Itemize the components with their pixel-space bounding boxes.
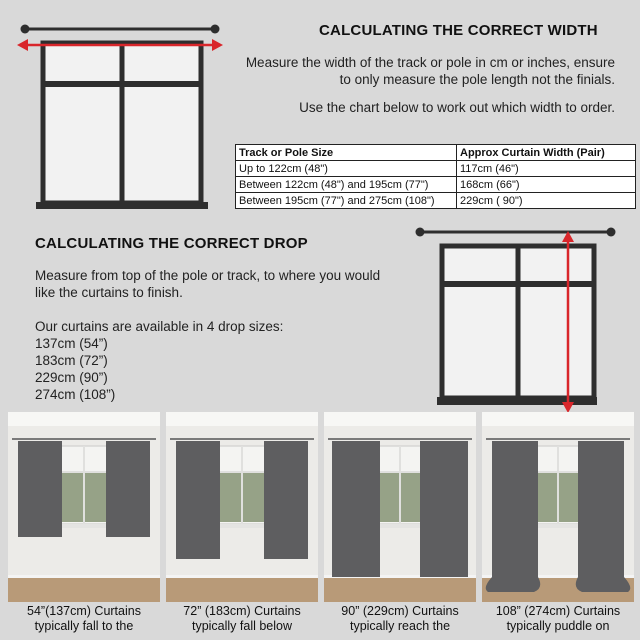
wooden-floor <box>8 577 160 602</box>
drop-instructions <box>35 267 415 301</box>
drop-size-item: 183cm (72”) <box>35 353 108 368</box>
left-curtain <box>332 441 380 577</box>
caption-line: typically reach the <box>349 619 451 633</box>
caption-line: 72” (183cm) Curtains <box>183 604 301 618</box>
drop-window-diagram <box>410 220 640 415</box>
caption-line: typically fall below <box>191 619 293 633</box>
table-header-pole-size: Track or Pole Size <box>236 145 457 161</box>
table-row <box>236 161 636 177</box>
left-curtain <box>176 441 220 559</box>
right-curtain <box>264 441 308 559</box>
table-cell: Up to 122cm (48") <box>236 161 457 177</box>
pole-finial-left <box>416 228 425 237</box>
width-arrow-right-head <box>212 39 223 51</box>
caption-line: 54”(137cm) Curtains <box>27 604 141 618</box>
table-header-curtain-width: Approx Curtain Width (Pair) <box>457 145 636 161</box>
width-window-diagram <box>0 0 240 215</box>
table-cell: Between 195cm (77") and 275cm (108") <box>236 193 457 209</box>
table-cell: 117cm (46") <box>457 161 636 177</box>
pole-finial-right <box>211 25 220 34</box>
caption-90 <box>320 604 480 634</box>
pole-finial-right <box>607 228 616 237</box>
drop-sizes-intro: Our curtains are available in 4 drop sizes: <box>35 319 284 334</box>
curtain-photo-54 <box>8 412 160 602</box>
caption-line: 90” (229cm) Curtains <box>341 604 459 618</box>
drop-instructions-line1: Measure from top of the pole or track, to where you would <box>35 268 381 283</box>
pole-finial-left <box>21 25 30 34</box>
width-arrow-left-head <box>17 39 28 51</box>
table-row <box>236 177 636 193</box>
size-table-header-row <box>236 145 636 161</box>
chart-instruction: Use the chart below to work out which width to order. <box>299 100 615 115</box>
caption-54 <box>4 604 164 634</box>
left-curtain <box>18 441 62 537</box>
caption-line: typically puddle on <box>506 619 610 633</box>
caption-108 <box>478 604 638 634</box>
drop-sizes-list <box>35 318 415 403</box>
curtain-photo-108 <box>482 412 634 602</box>
width-instructions-line2: to only measure the pole length not the finials. <box>339 72 615 87</box>
drop-section-title: CALCULATING THE CORRECT DROP <box>35 235 308 252</box>
right-curtain <box>106 441 150 537</box>
drop-size-item: 274cm (108”) <box>35 387 116 402</box>
table-cell: 229cm ( 90") <box>457 193 636 209</box>
drop-size-item: 137cm (54”) <box>35 336 108 351</box>
curtain-photo-90 <box>324 412 476 602</box>
table-row <box>236 193 636 209</box>
width-instructions-line1: Measure the width of the track or pole in cm or inches, ensure <box>245 55 615 70</box>
width-section-title: CALCULATING THE CORRECT WIDTH <box>319 22 598 39</box>
drop-instructions-line2: like the curtains to finish. <box>35 285 183 300</box>
right-curtain <box>420 441 468 577</box>
wooden-floor <box>166 577 318 602</box>
wooden-floor <box>324 577 476 602</box>
curtain-photo-72 <box>166 412 318 602</box>
table-cell: Between 122cm (48") and 195cm (77") <box>236 177 457 193</box>
left-curtain <box>486 441 541 592</box>
size-table <box>235 144 636 209</box>
caption-line: typically fall to the <box>34 619 134 633</box>
drop-size-item: 229cm (90”) <box>35 370 108 385</box>
window-sill <box>36 202 208 209</box>
caption-72 <box>162 604 322 634</box>
table-cell: 168cm (66") <box>457 177 636 193</box>
right-curtain <box>576 441 631 592</box>
width-instructions <box>215 54 615 88</box>
caption-line: 108” (274cm) Curtains <box>495 604 621 618</box>
